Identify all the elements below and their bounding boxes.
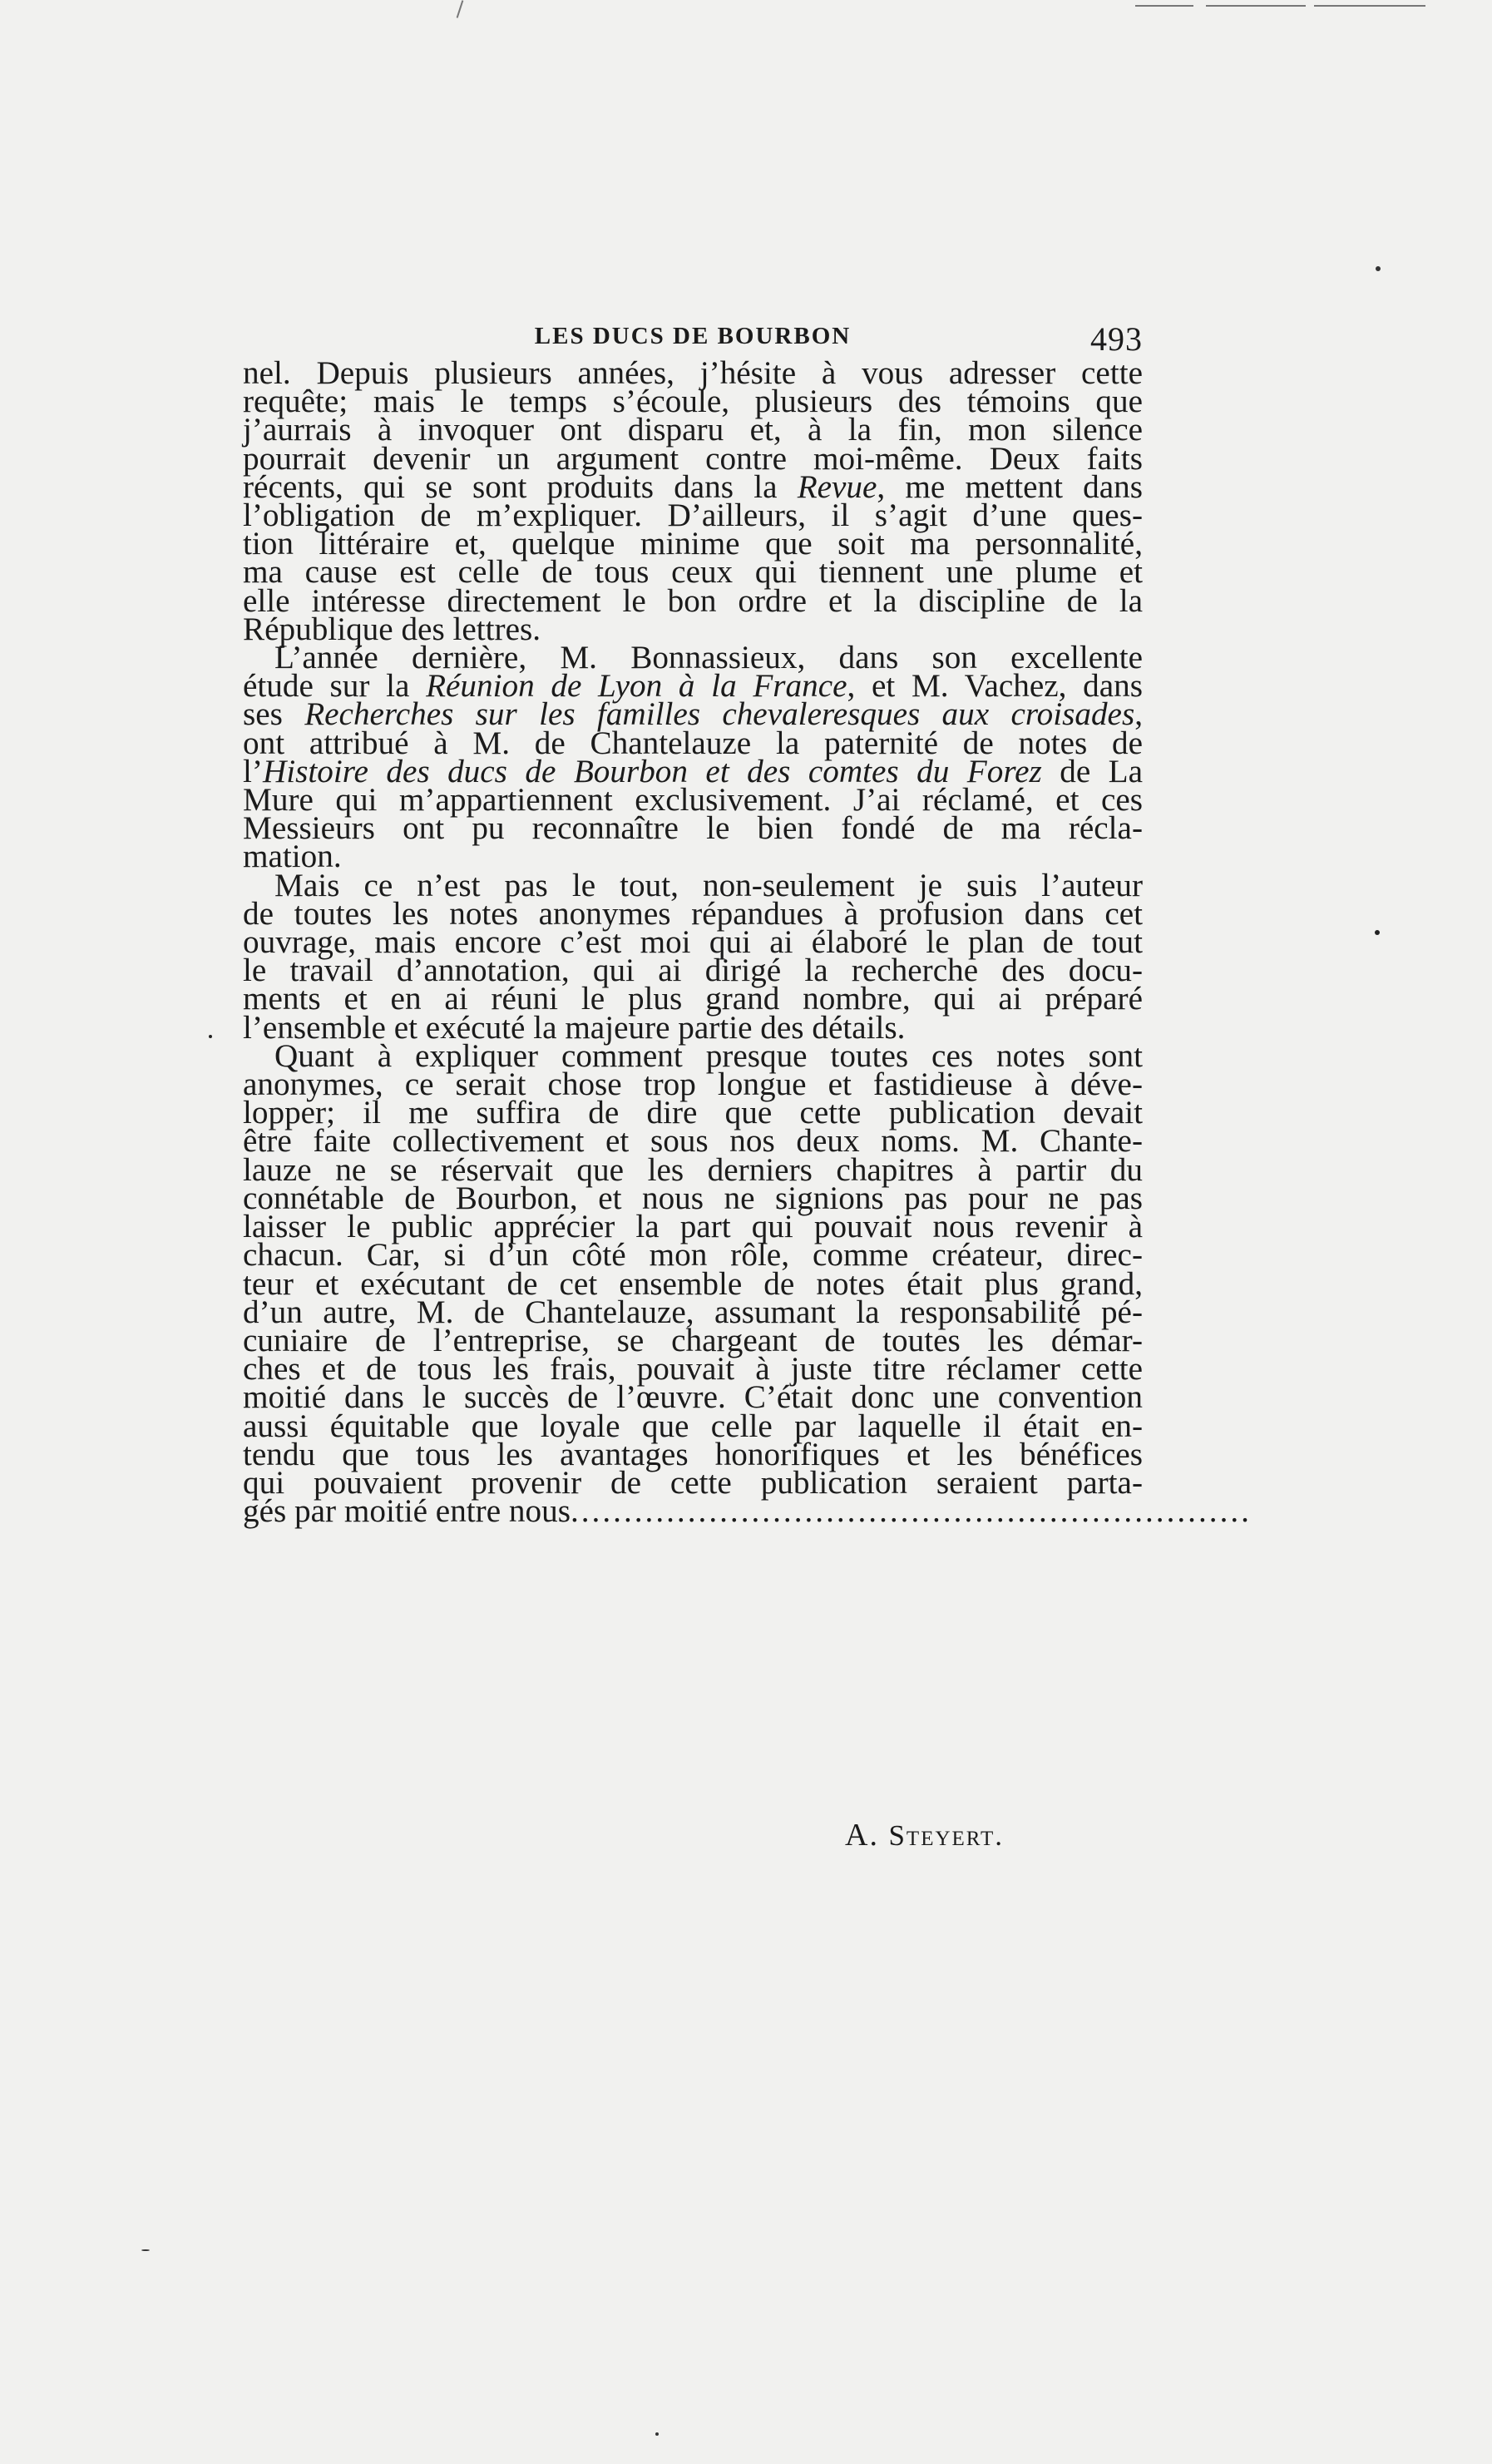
text-line: L’année dernière, M. Bonnassieux, dans son excellente <box>274 640 1143 676</box>
text-line: être faite collectivement et sous nos deux noms. M. Chante- <box>243 1123 1143 1160</box>
text-line: République des lettres. <box>243 611 541 647</box>
text-line: mation. <box>243 839 342 875</box>
text-line: Quant à expliquer comment presque toutes ces notes sont <box>274 1037 1143 1074</box>
text-line: aussi équitable que loyale que celle par laquelle il était en- <box>243 1408 1143 1444</box>
text-line: laisser le public apprécier la part qui pouvait nous revenir à <box>243 1209 1143 1245</box>
dot-leaders: ................................................................ <box>570 1493 1252 1530</box>
signature-initial: A. <box>845 1818 879 1853</box>
text-line: ches et de tous les frais, pouvait à juste titre réclamer cette <box>243 1351 1143 1388</box>
text-line: requête; mais le temps s’écoule, plusieurs des témoins que <box>243 383 1143 420</box>
text-line-last <box>243 1493 1252 1530</box>
text-line: elle intéresse directement le bon ordre et la discipline de la <box>243 582 1143 619</box>
paper-speck <box>1376 266 1381 271</box>
text-line: l’ensemble et exécuté la majeure partie des détails. <box>243 1009 906 1046</box>
last-line-text: gés par moitié entre nous <box>243 1493 571 1530</box>
top-edge-rule <box>1314 5 1425 7</box>
text-line: ouvrage, mais encore c’est moi qui ai élaboré le plan de tout <box>243 924 1143 961</box>
signature <box>845 1817 1004 1853</box>
text-line: étude sur la Réunion de Lyon à la France, et M. Vachez, dans <box>243 668 1143 705</box>
top-edge-rule <box>1135 5 1193 7</box>
text-line: qui pouvaient provenir de cette publication seraient parta- <box>243 1464 1143 1501</box>
text-line: Mure qui m’appartiennent exclusivement. J’ai réclamé, et ces <box>243 782 1143 819</box>
text-line: j’aurrais à invoquer ont disparu et, à la fin, mon silence <box>243 412 1143 448</box>
running-title: LES DUCS DE BOURBON <box>534 323 852 349</box>
text-line: le travail d’annotation, qui ai dirigé la recherche des docu- <box>243 952 1143 989</box>
text-line: d’un autre, M. de Chantelauze, assumant la responsabilité pé- <box>243 1294 1143 1330</box>
margin-dot <box>1375 930 1380 935</box>
text-line: connétable de Bourbon, et nous ne signions pas pour ne pas <box>243 1180 1143 1216</box>
body-text <box>243 355 1252 1530</box>
paper-speck <box>141 2249 150 2251</box>
text-line: teur et exécutant de cet ensemble de notes était plus grand, <box>243 1265 1143 1302</box>
text-line: ses Recherches sur les familles chevaleresques aux croisades, <box>243 696 1143 733</box>
text-line: cuniaire de l’entreprise, se chargeant de toutes les démar- <box>243 1322 1143 1358</box>
text-line: ments et en ai réuni le plus grand nombre, qui ai préparé <box>243 981 1143 1017</box>
text-line: Mais ce n’est pas le tout, non-seulement je suis l’auteur <box>274 867 1143 903</box>
text-line: de toutes les notes anonymes répandues à profusion dans cet <box>243 895 1143 932</box>
paper-speck <box>655 2432 659 2436</box>
text-line: lauze ne se réservait que les derniers chapitres à partir du <box>243 1151 1143 1188</box>
text-line: l’Histoire des ducs de Bourbon et des comtes du Forez de La <box>243 753 1143 789</box>
text-line: ont attribué à M. de Chantelauze la paternité de notes de <box>243 725 1143 761</box>
text-line: tendu que tous les avantages honorifiques et les bénéfices <box>243 1436 1143 1472</box>
page-number: 493 <box>1090 320 1143 358</box>
text-line: tion littéraire et, quelque minime que soit ma personnalité, <box>243 526 1143 562</box>
text-line: nel. Depuis plusieurs années, j’hésite à vous adresser cette <box>243 355 1143 391</box>
text-line: ma cause est celle de tous ceux qui tiennent une plume et <box>243 554 1143 591</box>
margin-dot <box>209 1035 212 1038</box>
text-line: lopper; il me suffira de dire que cette publication devait <box>243 1095 1143 1131</box>
signature-name: Steyert. <box>888 1819 1004 1852</box>
text-line: anonymes, ce serait chose trop longue et fastidieuse à déve- <box>243 1066 1143 1103</box>
text-line: l’obligation de m’expliquer. D’ailleurs, il s’agit d’une ques- <box>243 497 1143 534</box>
text-line: pourrait devenir un argument contre moi-même. Deux faits <box>243 440 1143 477</box>
text-line: Messieurs ont pu reconnaître le bien fondé de ma récla- <box>243 810 1143 847</box>
text-line: moitié dans le succès de l’œuvre. C’était donc une convention <box>243 1379 1143 1416</box>
top-edge-rule <box>1206 5 1306 7</box>
text-line: récents, qui se sont produits dans la Revue, me mettent dans <box>243 468 1143 505</box>
top-edge-mark <box>457 0 464 18</box>
text-line: chacun. Car, si d’un côté mon rôle, comme créateur, direc- <box>243 1237 1143 1274</box>
